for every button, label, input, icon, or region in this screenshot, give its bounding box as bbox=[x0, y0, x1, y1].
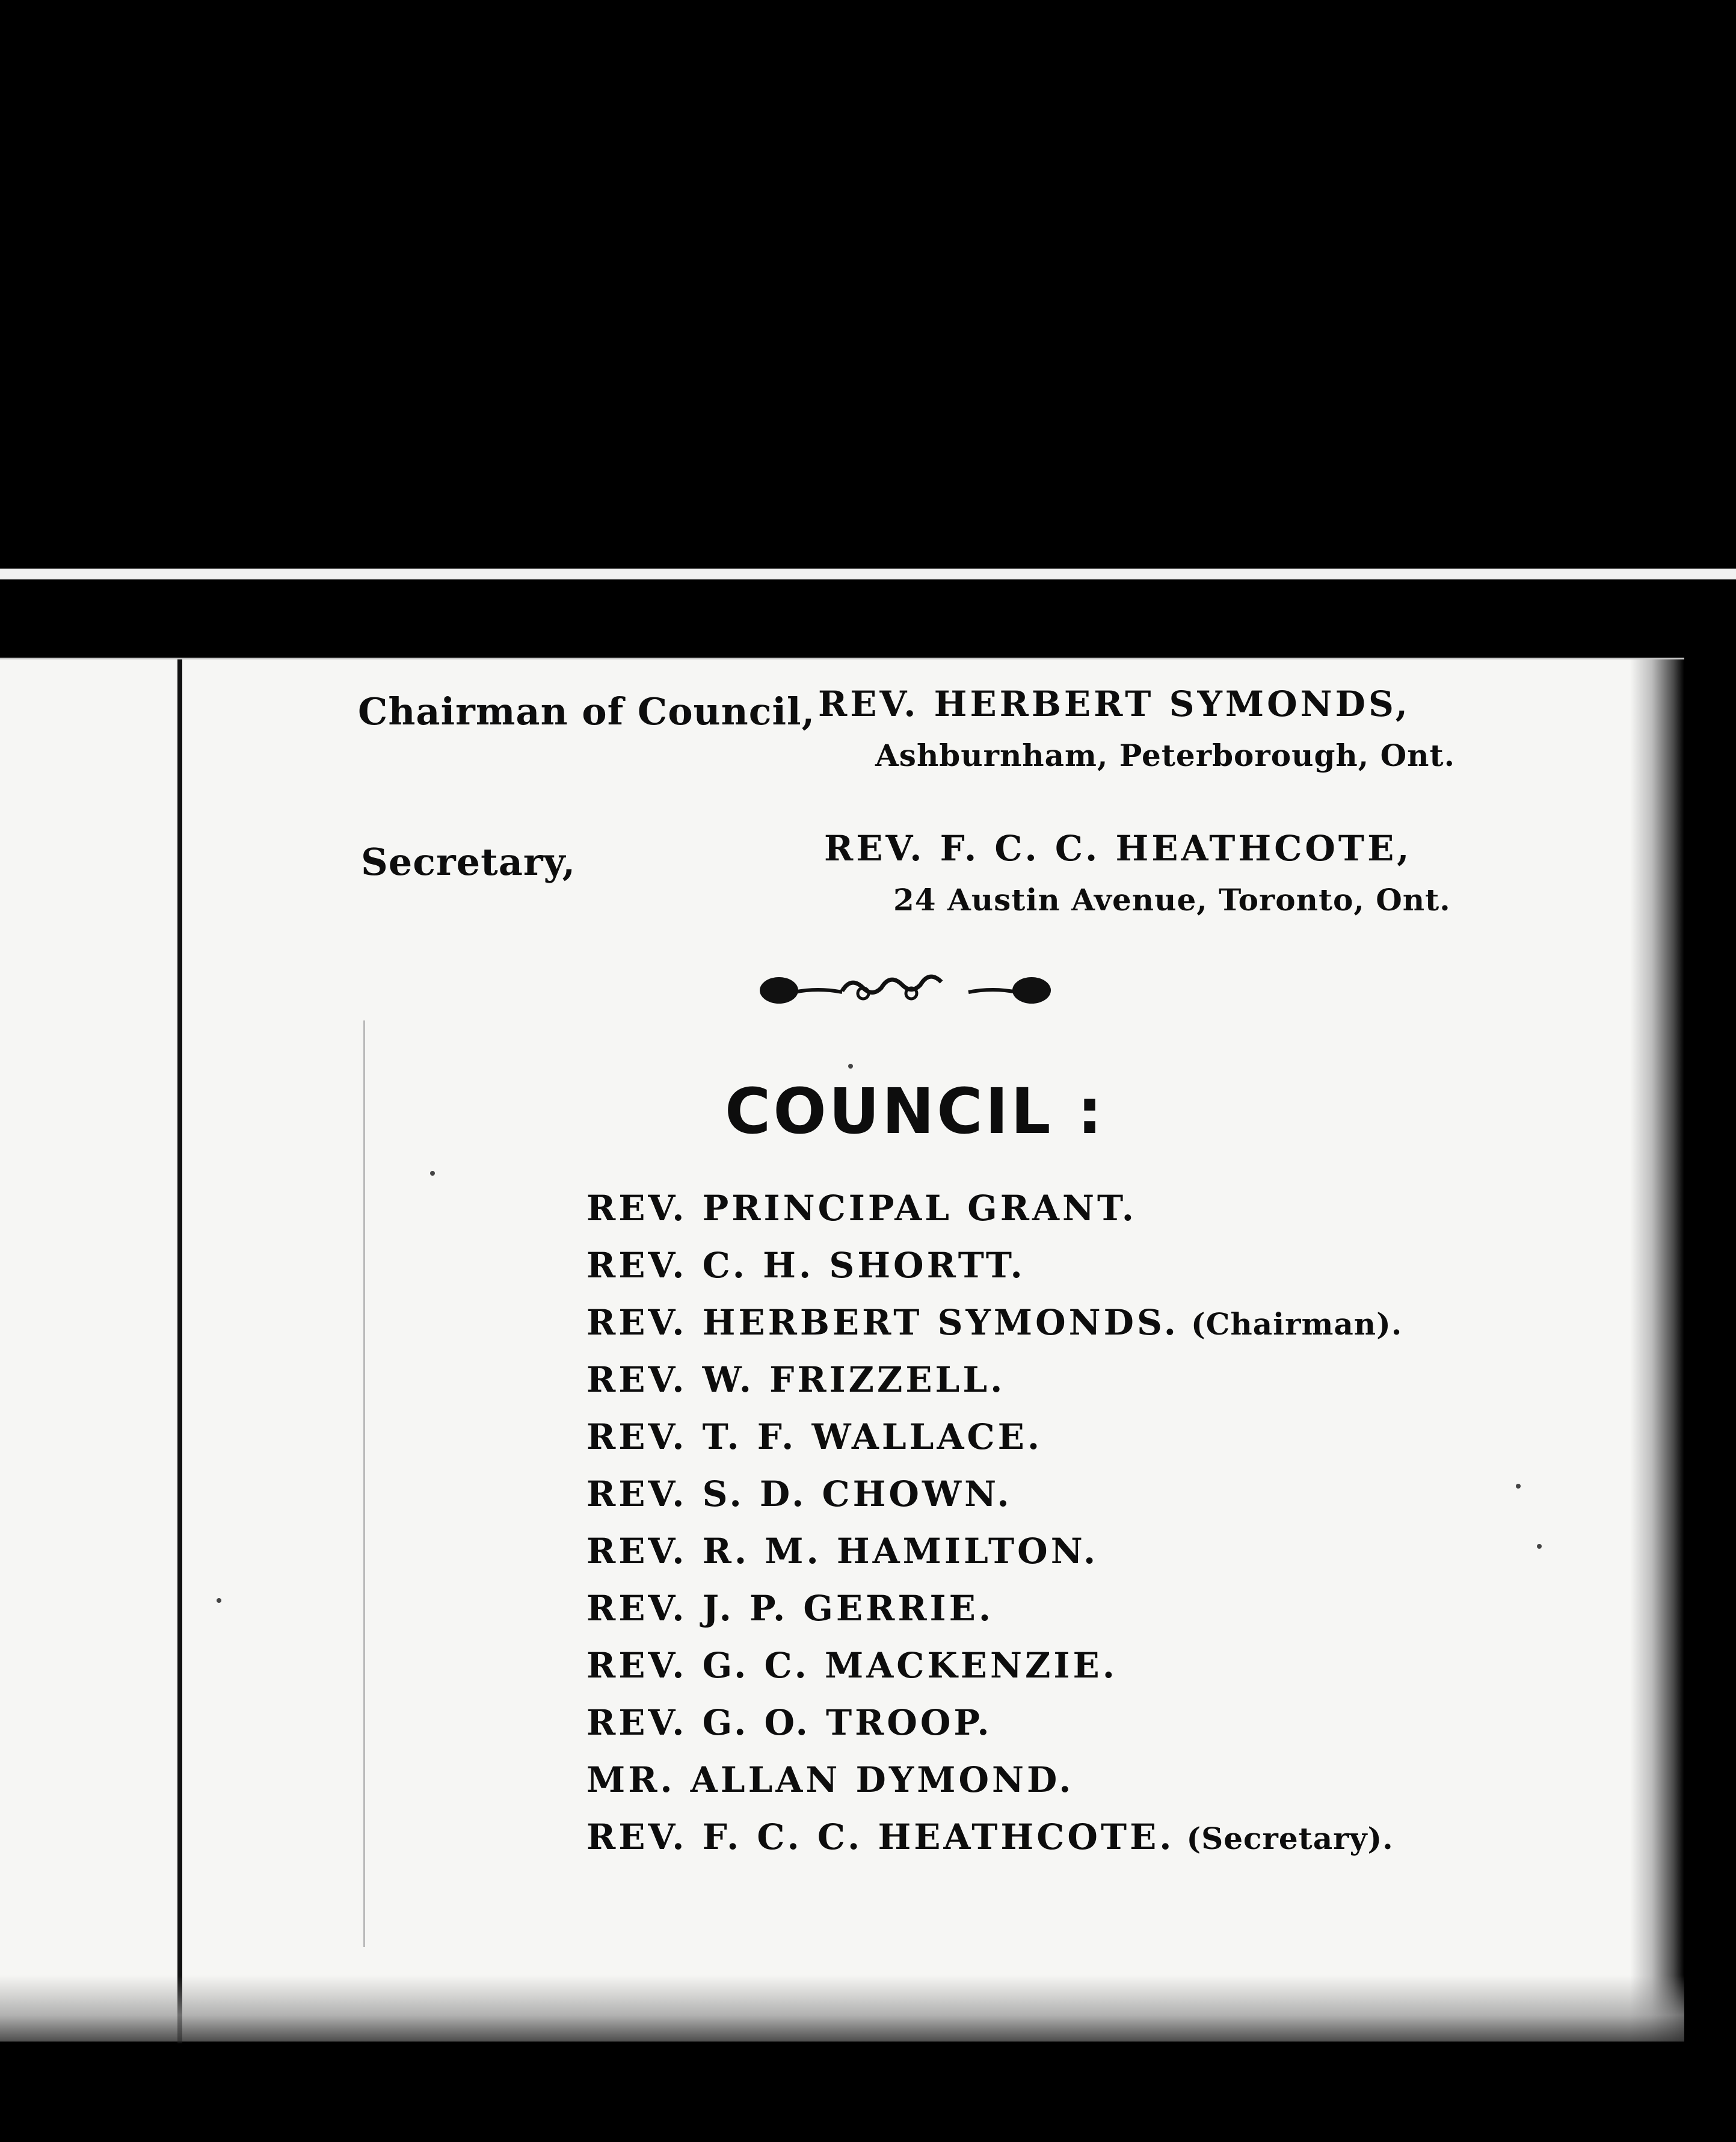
member-name: REV. W. FRIZZELL. bbox=[586, 1359, 1006, 1400]
council-heading: COUNCIL : bbox=[725, 1075, 1105, 1148]
list-item bbox=[586, 1351, 1402, 1409]
list-item bbox=[586, 1180, 1402, 1237]
fold-line bbox=[363, 1020, 365, 1947]
scan-speck bbox=[217, 1598, 221, 1603]
member-name: REV. F. C. C. HEATHCOTE. bbox=[586, 1816, 1175, 1857]
member-name: REV. J. P. GERRIE. bbox=[586, 1588, 994, 1629]
member-name: MR. ALLAN DYMOND. bbox=[586, 1759, 1074, 1800]
list-item bbox=[586, 1294, 1402, 1351]
chairman-name: REV. HERBERT SYMONDS, bbox=[818, 684, 1411, 724]
list-item bbox=[586, 1809, 1402, 1866]
member-name: REV. PRINCIPAL GRANT. bbox=[586, 1188, 1137, 1229]
black-band bbox=[0, 579, 1736, 658]
secretary-name: REV. F. C. C. HEATHCOTE, bbox=[824, 828, 1412, 869]
page-right-shadow bbox=[1630, 659, 1684, 2042]
list-item bbox=[586, 1523, 1402, 1580]
document-page bbox=[0, 658, 1684, 2042]
scan-speck bbox=[430, 1171, 435, 1176]
member-name: REV. T. F. WALLACE. bbox=[586, 1416, 1043, 1457]
list-item bbox=[586, 1237, 1402, 1294]
list-item bbox=[586, 1637, 1402, 1694]
list-item bbox=[586, 1694, 1402, 1752]
scan-speck bbox=[1537, 1544, 1542, 1549]
member-name: REV. HERBERT SYMONDS. bbox=[586, 1302, 1179, 1343]
council-member-list bbox=[586, 1180, 1402, 1866]
scan-speck bbox=[848, 1064, 853, 1069]
member-name: REV. C. H. SHORTT. bbox=[586, 1245, 1026, 1286]
top-black-area bbox=[0, 0, 1736, 569]
member-role: (Secretary). bbox=[1186, 1821, 1394, 1856]
member-name: REV. G. O. TROOP. bbox=[586, 1702, 993, 1743]
list-item bbox=[586, 1409, 1402, 1466]
page-bottom-shadow bbox=[0, 1975, 1684, 2042]
ornament-divider-icon bbox=[758, 969, 1053, 1011]
chairman-label: Chairman of Council, bbox=[358, 690, 816, 733]
list-item bbox=[586, 1466, 1402, 1523]
member-name: REV. G. C. MACKENZIE. bbox=[586, 1645, 1118, 1686]
secretary-address: 24 Austin Avenue, Toronto, Ont. bbox=[893, 882, 1451, 918]
scan-speck bbox=[1516, 1484, 1521, 1489]
member-name: REV. S. D. CHOWN. bbox=[586, 1474, 1012, 1514]
binding-line bbox=[177, 659, 182, 2043]
chairman-address: Ashburnham, Peterborough, Ont. bbox=[875, 738, 1455, 773]
list-item bbox=[586, 1580, 1402, 1637]
member-role: (Chairman). bbox=[1190, 1306, 1403, 1342]
scan-stripe bbox=[0, 569, 1736, 579]
list-item bbox=[586, 1752, 1402, 1809]
secretary-label: Secretary, bbox=[361, 840, 576, 884]
member-name: REV. R. M. HAMILTON. bbox=[586, 1531, 1099, 1572]
